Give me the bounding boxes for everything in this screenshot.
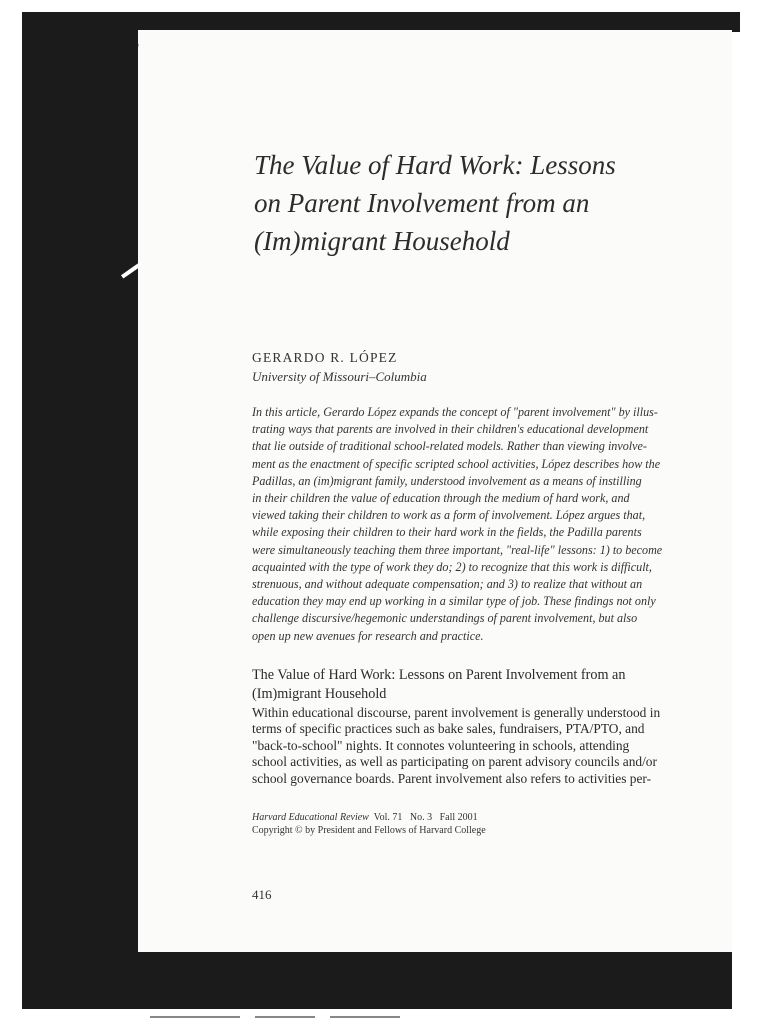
- page-number: 416: [252, 887, 272, 902]
- scan-shadow-left: [22, 12, 140, 1009]
- heading-line: The Value of Hard Work: Lessons on Parent Involvement from an: [252, 667, 626, 683]
- abstract-line: open up new avenues for research and practice.: [252, 628, 484, 643]
- body-paragraph: [252, 705, 710, 787]
- journal-number: No. 3: [409, 812, 433, 823]
- title-line: (Im)migrant Household: [254, 226, 510, 256]
- body-line: school governance boards. Parent involvement also refers to activities per-: [252, 770, 652, 786]
- abstract-line: ment as the enactment of specific scripted school activities, López describes how the: [252, 456, 661, 471]
- abstract-line: that lie outside of traditional school-related models. Rather than viewing involve-: [252, 439, 647, 454]
- heading-line: (Im)migrant Household: [252, 685, 387, 702]
- abstract-line: while exposing their children to their hard work in the fields, the Padilla parents: [252, 525, 642, 540]
- section-heading: [252, 666, 712, 703]
- journal-volume: Vol. 71: [373, 812, 403, 823]
- abstract-line: Padillas, an (im)migrant family, understood involvement as a means of instilling: [252, 473, 642, 488]
- abstract-line: In this article, Gerardo López expands the concept of "parent involvement" by illus-: [252, 405, 658, 419]
- body-line: Within educational discourse, parent involvement is generally understood in: [252, 705, 661, 720]
- copyright-notice: Copyright © by President and Fellows of Harvard College: [252, 825, 486, 836]
- journal-issue: Fall 2001: [439, 812, 478, 823]
- body-line: "back-to-school" nights. It connotes volunteering in schools, attending: [252, 737, 630, 753]
- abstract: [252, 404, 708, 645]
- abstract-line: viewed taking their children to work as a form of involvement. López argues that,: [252, 508, 646, 523]
- journal-name: Harvard Educational Review: [252, 812, 369, 823]
- abstract-line: challenge discursive/hegemonic understandings of parent involvement, but also: [252, 611, 638, 626]
- article-title: [254, 146, 714, 260]
- body-line: school activities, as well as participating on parent advisory councils and/or: [252, 754, 657, 770]
- page-corner: [138, 30, 178, 44]
- abstract-line: acquainted with the type of work they do; 2) to recognize that this work is difficult,: [252, 559, 652, 574]
- scan-dash: [330, 1016, 400, 1018]
- journal-info-line: [252, 811, 486, 824]
- journal-citation: [252, 811, 486, 837]
- scan-dash: [255, 1016, 315, 1018]
- title-line: The Value of Hard Work: Lessons: [254, 150, 616, 180]
- scan-dash: [150, 1016, 240, 1018]
- abstract-line: in their children the value of education through the medium of hard work, and: [252, 491, 630, 506]
- abstract-line: trating ways that parents are involved in their children's educational development: [252, 422, 649, 437]
- title-line: on Parent Involvement from an: [254, 188, 590, 218]
- abstract-line: were simultaneously teaching them three important, "real-life" lessons: 1) to become: [252, 542, 663, 557]
- author-affiliation: University of Missouri–Columbia: [252, 369, 427, 384]
- scan-shadow-top: [22, 12, 740, 32]
- abstract-line: education they may end up working in a similar type of job. These findings not only: [252, 594, 656, 609]
- scan-shadow-bottom: [22, 950, 732, 1009]
- body-line: terms of specific practices such as bake sales, fundraisers, PTA/PTO, and: [252, 721, 645, 737]
- abstract-line: strenuous, and without adequate compensation; and 3) to realize that without an: [252, 577, 643, 592]
- author-name: GERARDO R. LÓPEZ: [252, 350, 398, 365]
